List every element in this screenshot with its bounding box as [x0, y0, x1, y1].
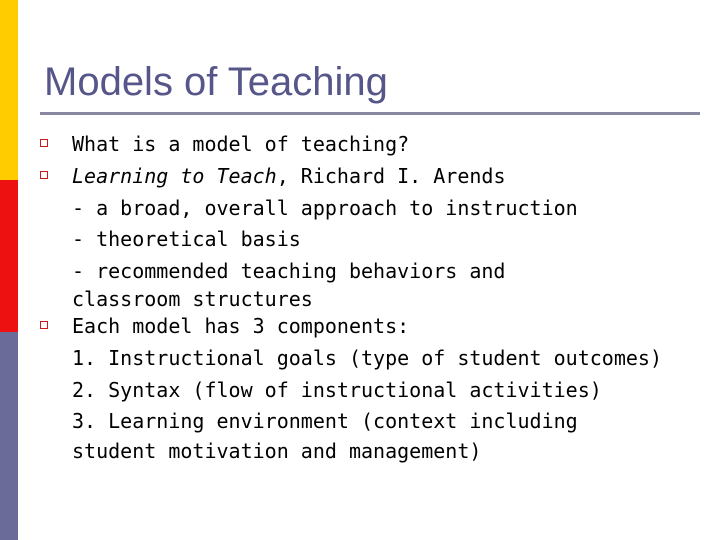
- bullet-list: [0, 129, 692, 464]
- book-author: , Richard I. Arends: [276, 163, 506, 188]
- sub-line: student motivation and management): [72, 439, 482, 464]
- square-bullet-icon: [40, 321, 48, 329]
- square-bullet-icon: [40, 171, 48, 179]
- square-bullet-icon: [40, 139, 48, 147]
- sub-line: 3. Learning environment (context including: [72, 409, 578, 434]
- sub-line: - theoretical basis: [72, 227, 301, 252]
- bullet-item: [0, 129, 692, 161]
- slide-title: Models of Teaching: [44, 60, 388, 104]
- sub-line: 1. Instructional goals (type of student outcomes): [72, 345, 663, 370]
- sub-line: - recommended teaching behaviors and: [72, 259, 506, 284]
- bullet-text: [72, 161, 692, 193]
- bullet-item: [0, 161, 692, 311]
- bullet-text: What is a model of teaching?: [72, 132, 410, 156]
- sub-line: classroom structures: [72, 286, 313, 311]
- sub-line: 2. Syntax (flow of instructional activities): [72, 377, 602, 402]
- title-underline: [40, 112, 700, 115]
- sub-line: - a broad, overall approach to instruction: [72, 195, 578, 220]
- bullet-text: Each model has 3 components:: [72, 313, 410, 338]
- book-title: Learning to Teach: [72, 163, 277, 188]
- bullet-item: [0, 311, 692, 464]
